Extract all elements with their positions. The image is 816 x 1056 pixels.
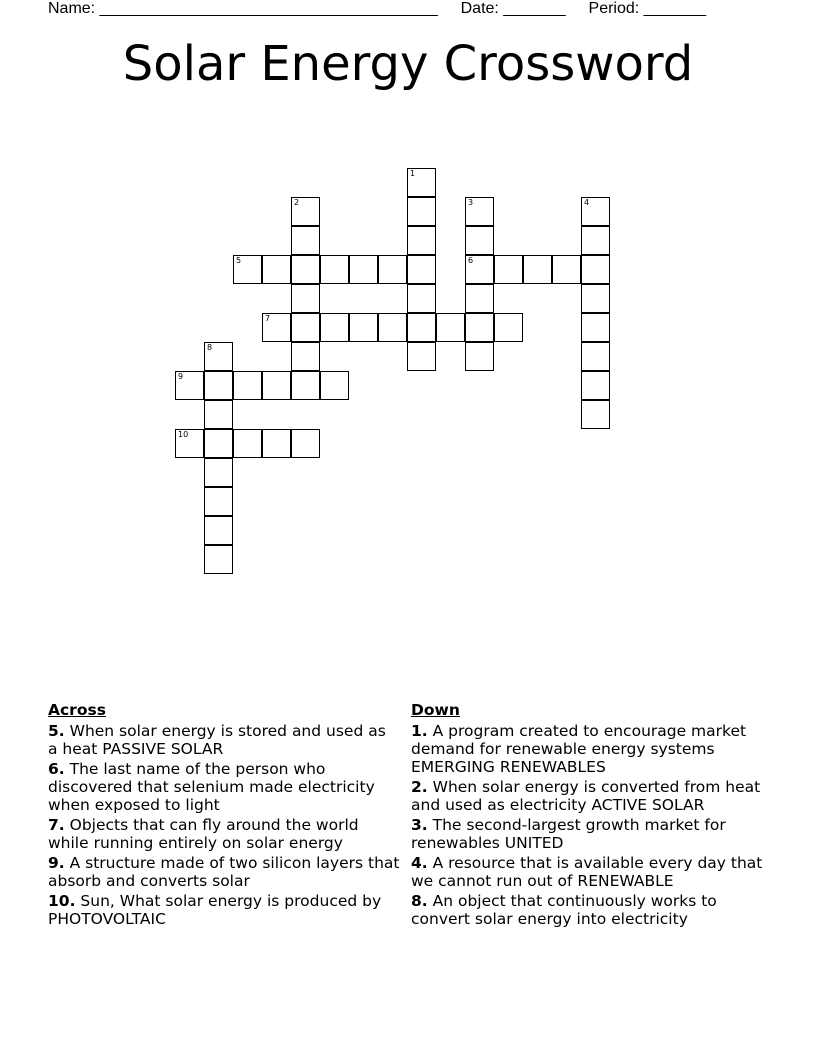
down-clue-3 [411,816,771,852]
down-clue-1 [411,722,771,776]
clue-text: When solar energy is stored and used as a heat PASSIVE SOLAR [48,722,386,758]
clue-number-label: 10 [178,430,189,439]
grid-cell[interactable] [175,429,204,458]
grid-cell[interactable] [407,197,436,226]
across-clue-9 [48,854,400,890]
period-blank[interactable]: _______ [643,0,706,17]
grid-cell[interactable] [320,313,349,342]
across-clue-6 [48,760,400,814]
clue-number-label: 2 [294,198,300,207]
clue-number: 3. [411,816,428,834]
grid-cell[interactable] [465,284,494,313]
clue-text: The second-largest growth market for renewables UNITED [411,816,726,852]
name-blank[interactable]: ______________________________________ [99,0,438,17]
grid-cell[interactable] [465,226,494,255]
grid-cell[interactable] [407,284,436,313]
grid-cell[interactable] [581,226,610,255]
grid-cell[interactable] [581,400,610,429]
date-blank[interactable]: _______ [503,0,566,17]
grid-cell[interactable] [291,255,320,284]
across-clue-7 [48,816,400,852]
grid-cell[interactable] [581,371,610,400]
grid-cell[interactable] [204,342,233,371]
grid-cell[interactable] [204,458,233,487]
grid-cell[interactable] [291,226,320,255]
grid-cell[interactable] [581,255,610,284]
clue-number: 9. [48,854,65,872]
across-clue-10 [48,892,400,928]
clue-number: 8. [411,892,428,910]
period-label: Period: [588,0,640,17]
clue-text: When solar energy is converted from heat and used as electricity ACTIVE SOLAR [411,778,761,814]
grid-cell[interactable] [320,255,349,284]
grid-cell[interactable] [494,313,523,342]
date-label: Date: [460,0,499,17]
down-clue-4 [411,854,771,890]
clue-number-label: 5 [236,256,242,265]
grid-cell[interactable] [581,197,610,226]
clue-number: 4. [411,854,428,872]
clue-number: 7. [48,816,65,834]
grid-cell[interactable] [465,342,494,371]
grid-cell[interactable] [204,545,233,574]
clue-text: Sun, What solar energy is produced by PHOTOVOLTAIC [48,892,382,928]
grid-cell[interactable] [465,255,494,284]
clue-number: 5. [48,722,65,740]
grid-cell[interactable] [407,313,436,342]
clue-number: 6. [48,760,65,778]
grid-cell[interactable] [204,487,233,516]
page-title: Solar Energy Crossword [122,36,694,92]
grid-cell[interactable] [291,197,320,226]
clue-number: 1. [411,722,428,740]
grid-cell[interactable] [175,371,204,400]
grid-cell[interactable] [349,255,378,284]
grid-cell[interactable] [233,371,262,400]
grid-cell[interactable] [204,516,233,545]
across-clues [48,701,400,930]
grid-cell[interactable] [320,371,349,400]
grid-cell[interactable] [581,284,610,313]
clue-number: 2. [411,778,428,796]
across-clue-5 [48,722,400,758]
clue-text: The last name of the person who discovered that selenium made electricity when exposed to light [48,760,375,814]
clue-text: An object that continuously works to convert solar energy into electricity [411,892,717,928]
grid-cell[interactable] [262,255,291,284]
grid-cell[interactable] [407,255,436,284]
clue-text: A program created to encourage market demand for renewable energy systems EMERGING RENEWABLES [411,722,747,776]
clue-number-label: 9 [178,372,184,381]
clue-text: A structure made of two silicon layers that absorb and converts solar [48,854,400,890]
clue-number-label: 8 [207,343,213,352]
grid-cell[interactable] [378,313,407,342]
across-heading: Across [48,701,106,719]
down-clue-8 [411,892,771,928]
grid-cell[interactable] [204,400,233,429]
grid-cell[interactable] [262,371,291,400]
clue-number-label: 6 [468,256,474,265]
grid-cell[interactable] [465,197,494,226]
grid-cell[interactable] [407,168,436,197]
clue-number: 10. [48,892,76,910]
grid-cell[interactable] [291,429,320,458]
grid-cell[interactable] [204,371,233,400]
grid-cell[interactable] [291,342,320,371]
grid-cell[interactable] [581,313,610,342]
clue-number-label: 1 [410,169,416,178]
grid-cell[interactable] [291,371,320,400]
grid-cell[interactable] [465,313,494,342]
clue-number-label: 7 [265,314,271,323]
grid-cell[interactable] [378,255,407,284]
grid-cell[interactable] [552,255,581,284]
clue-number-label: 4 [584,198,590,207]
grid-cell[interactable] [494,255,523,284]
grid-cell[interactable] [233,429,262,458]
down-clue-2 [411,778,771,814]
grid-cell[interactable] [262,313,291,342]
grid-cell[interactable] [262,429,291,458]
grid-cell[interactable] [291,284,320,313]
name-label: Name: [48,0,96,17]
grid-cell[interactable] [204,429,233,458]
grid-cell[interactable] [523,255,552,284]
down-clues [411,701,771,930]
grid-cell[interactable] [233,255,262,284]
clue-text: Objects that can fly around the world while running entirely on solar energy [48,816,359,852]
clue-text: A resource that is available every day that we cannot run out of RENEWABLE [411,854,763,890]
grid-cell[interactable] [291,313,320,342]
down-heading: Down [411,701,460,719]
grid-cell[interactable] [581,342,610,371]
grid-cell[interactable] [436,313,465,342]
clue-number-label: 3 [468,198,474,207]
grid-cell[interactable] [349,313,378,342]
grid-cell[interactable] [407,226,436,255]
grid-cell[interactable] [407,342,436,371]
